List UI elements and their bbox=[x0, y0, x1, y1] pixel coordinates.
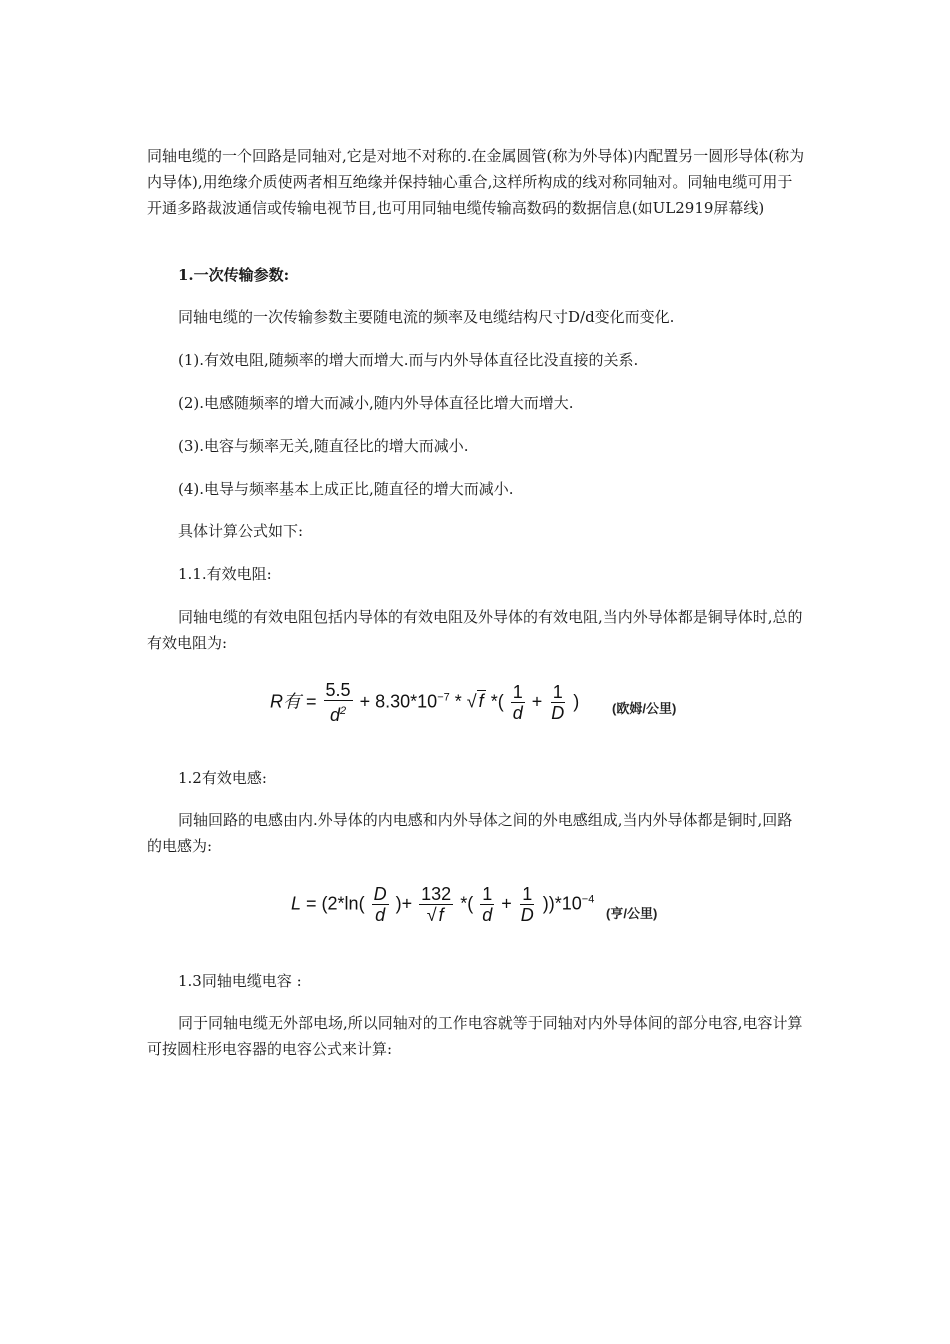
formula-l-frac2-den: D bbox=[520, 905, 534, 925]
subsection-1-1-title: 1.1.有效电阻: bbox=[178, 565, 272, 583]
formula-l-fraction-1 bbox=[480, 884, 494, 925]
section1-title: 1.一次传输参数: bbox=[178, 266, 290, 284]
formula-r-fraction-1 bbox=[324, 680, 353, 725]
list-item-2: (2).电感随频率的增大而减小,随内外导体直径比增大而增大. bbox=[178, 394, 574, 412]
formula-l-mid: )+ bbox=[395, 893, 413, 914]
formula-r-frac1-exp: 2 bbox=[340, 705, 347, 717]
effective-resistance-formula bbox=[270, 680, 579, 725]
list-item-3: (3).电容与频率无关,随直径比的增大而减小. bbox=[178, 437, 469, 455]
formula-l-fraction-2 bbox=[519, 884, 536, 925]
list-item-4: (4).电导与频率基本上成正比,随直径的增大而减小. bbox=[178, 480, 514, 498]
formula-l-frac1-num: 1 bbox=[482, 884, 493, 904]
formula-r-sqrt-symbol: √ bbox=[466, 691, 477, 712]
subsection-1-2-title: 1.2有效电感: bbox=[178, 769, 267, 787]
formula-r-frac1-den: $d^2$ bbox=[329, 705, 347, 725]
formula-r-frac1-num: 5.5 bbox=[325, 680, 351, 700]
formula-r-close: ) bbox=[573, 691, 580, 712]
formula-l-lhs: L bbox=[291, 893, 302, 914]
formula-l-open: = (2*ln( bbox=[306, 893, 365, 914]
formula-intro: 具体计算公式如下: bbox=[178, 522, 304, 540]
formula-r-lhs: R有 bbox=[270, 691, 301, 712]
formula-r-coefficient: 8.30*10 bbox=[375, 691, 438, 712]
formula-r-unit: (欧姆/公里) bbox=[612, 701, 677, 716]
formula-r-fraction-3 bbox=[549, 682, 566, 723]
formula-r-frac3-den: D bbox=[551, 703, 565, 723]
formula-l-ratio-den: d bbox=[375, 905, 386, 925]
formula-l-frac2-num: 1 bbox=[522, 884, 533, 904]
formula-l-sqrt-arg: f bbox=[438, 905, 444, 925]
formula-l-unit: (亨/公里) bbox=[606, 906, 658, 921]
section1-description: 同轴电缆的一次传输参数主要随电流的频率及电缆结构尺寸D/d变化而变化. bbox=[178, 308, 675, 326]
formula-l-term-num: 132 bbox=[421, 884, 452, 904]
subsection-1-1-description: 同轴电缆的有效电阻包括内导体的有效电阻及外导体的有效电阻,当内外导体都是铜导体时,总的有效电阻为: bbox=[147, 608, 803, 652]
intro-paragraph: 同轴电缆的一个回路是同轴对,它是对地不对称的.在金属圆管(称为外导体)内配置另一圆形导体(称为内导体),用绝缘介质使两者相互绝缘并保持轴心重合,这样所构成的线对称同轴对。同轴电缆可用于开通多路裁波通信或传输电视节目,也可用同轴电缆传输高数码的数据信息(如UL2919屏幕线) bbox=[147, 147, 805, 217]
formula-l-term bbox=[419, 884, 453, 925]
subsection-1-2-description: 同轴回路的电感由内.外导体的内电感和内外导体之间的外电感组成,当内外导体都是铜时,回路的电感为: bbox=[147, 811, 793, 855]
formula-l-frac1-den: d bbox=[482, 905, 493, 925]
formula-l-ratio-num: D bbox=[373, 884, 387, 904]
formula-r-mul-1: * bbox=[454, 691, 462, 712]
formula-l-mul: *( bbox=[460, 893, 474, 914]
formula-r-frac2-den: d bbox=[512, 703, 523, 723]
inductance-formula bbox=[291, 884, 594, 925]
subsection-1-3-title: 1.3同轴电缆电容 : bbox=[178, 972, 302, 990]
formula-r-fraction-2 bbox=[511, 682, 525, 723]
formula-l-exp: −4 bbox=[581, 893, 595, 906]
formula-r-eq: = bbox=[306, 691, 317, 712]
formula-r-sqrt-arg: f bbox=[478, 691, 484, 712]
formula-r-frac2-num: 1 bbox=[512, 682, 523, 702]
formula-l-plus: + bbox=[501, 893, 512, 914]
formula-r-plus-1: + bbox=[359, 691, 371, 712]
formula-r-coef-exp: −7 bbox=[437, 691, 450, 704]
formula-l-sqrt-symbol: √ bbox=[426, 905, 437, 925]
subsection-1-3-description: 同于同轴电缆无外部电场,所以同轴对的工作电容就等于同轴对内外导体间的部分电容,电容计算可按圆柱形电容器的电容公式来计算: bbox=[147, 1014, 803, 1058]
formula-l-close: ))*10 bbox=[542, 893, 582, 914]
formula-l-term-den bbox=[425, 905, 448, 925]
list-item-1: (1).有效电阻,随频率的增大而增大.而与内外导体直径比没直接的关系. bbox=[178, 351, 639, 369]
formula-r-plus-2: + bbox=[531, 691, 543, 712]
formula-r-mul-2: *( bbox=[490, 691, 504, 712]
formula-r-frac3-num: 1 bbox=[552, 682, 563, 702]
formula-l-ratio bbox=[372, 884, 389, 925]
